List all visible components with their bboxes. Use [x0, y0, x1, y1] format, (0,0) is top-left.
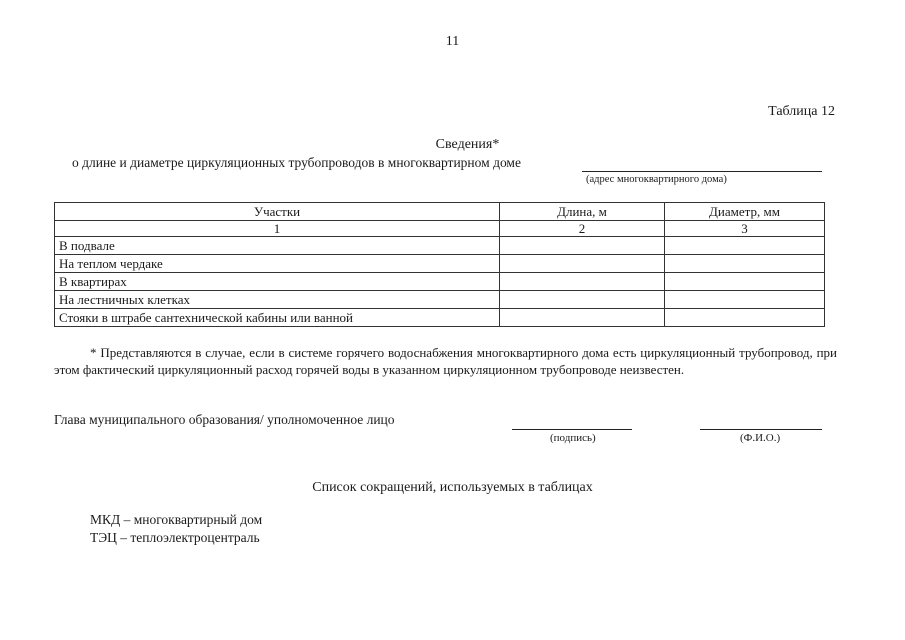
table-header-row — [55, 203, 825, 221]
length-cell[interactable] — [500, 273, 665, 291]
footnote: * Представляются в случае, если в системе горячего водоснабжения многоквартирного дома есть циркуляционный трубопровод, при этом фактический циркуляционный расход горячей воды в указанном циркуляционном трубопроводе неизвестен. — [54, 345, 837, 377]
abbreviation-item: ТЭЦ – теплоэлектроцентраль — [90, 530, 260, 545]
table-row — [55, 255, 825, 273]
table-row — [55, 237, 825, 255]
name-caption: (Ф.И.О.) — [740, 432, 781, 444]
signature-blank-line — [512, 429, 632, 430]
page-number: 11 — [445, 34, 460, 49]
signatory-label: Глава муниципального образования/ уполномоченное лицо — [54, 412, 395, 427]
table-reference: Таблица 12 — [768, 104, 835, 119]
row-label: На теплом чердаке — [55, 255, 500, 273]
table-row — [55, 291, 825, 309]
document-subtitle: о длине и диаметре циркуляционных трубопроводов в многоквартирном доме — [72, 155, 521, 170]
address-blank-line — [582, 171, 822, 172]
diameter-cell[interactable] — [665, 273, 825, 291]
column-number: 3 — [665, 221, 825, 237]
pipeline-table — [54, 202, 825, 327]
diameter-cell[interactable] — [665, 309, 825, 327]
name-blank-line — [700, 429, 822, 430]
document-title: Сведения* — [435, 137, 500, 152]
length-cell[interactable] — [500, 255, 665, 273]
table-row — [55, 309, 825, 327]
diameter-cell[interactable] — [665, 255, 825, 273]
signature-caption: (подпись) — [550, 432, 596, 444]
length-cell[interactable] — [500, 291, 665, 309]
diameter-cell[interactable] — [665, 291, 825, 309]
row-label: В подвале — [55, 237, 500, 255]
row-label: Стояки в штрабе сантехнической кабины или ванной — [55, 309, 500, 327]
diameter-cell[interactable] — [665, 237, 825, 255]
table-column-numbers-row — [55, 221, 825, 237]
length-cell[interactable] — [500, 309, 665, 327]
header-length: Длина, м — [500, 203, 665, 221]
column-number: 2 — [500, 221, 665, 237]
header-sections: Участки — [55, 203, 500, 221]
table-row — [55, 273, 825, 291]
header-diameter: Диаметр, мм — [665, 203, 825, 221]
row-label: На лестничных клетках — [55, 291, 500, 309]
address-caption: (адрес многоквартирного дома) — [586, 174, 727, 185]
length-cell[interactable] — [500, 237, 665, 255]
abbreviations-title: Список сокращений, используемых в таблицах — [312, 480, 593, 495]
row-label: В квартирах — [55, 273, 500, 291]
abbreviation-item: МКД – многоквартирный дом — [90, 512, 263, 527]
column-number: 1 — [55, 221, 500, 237]
